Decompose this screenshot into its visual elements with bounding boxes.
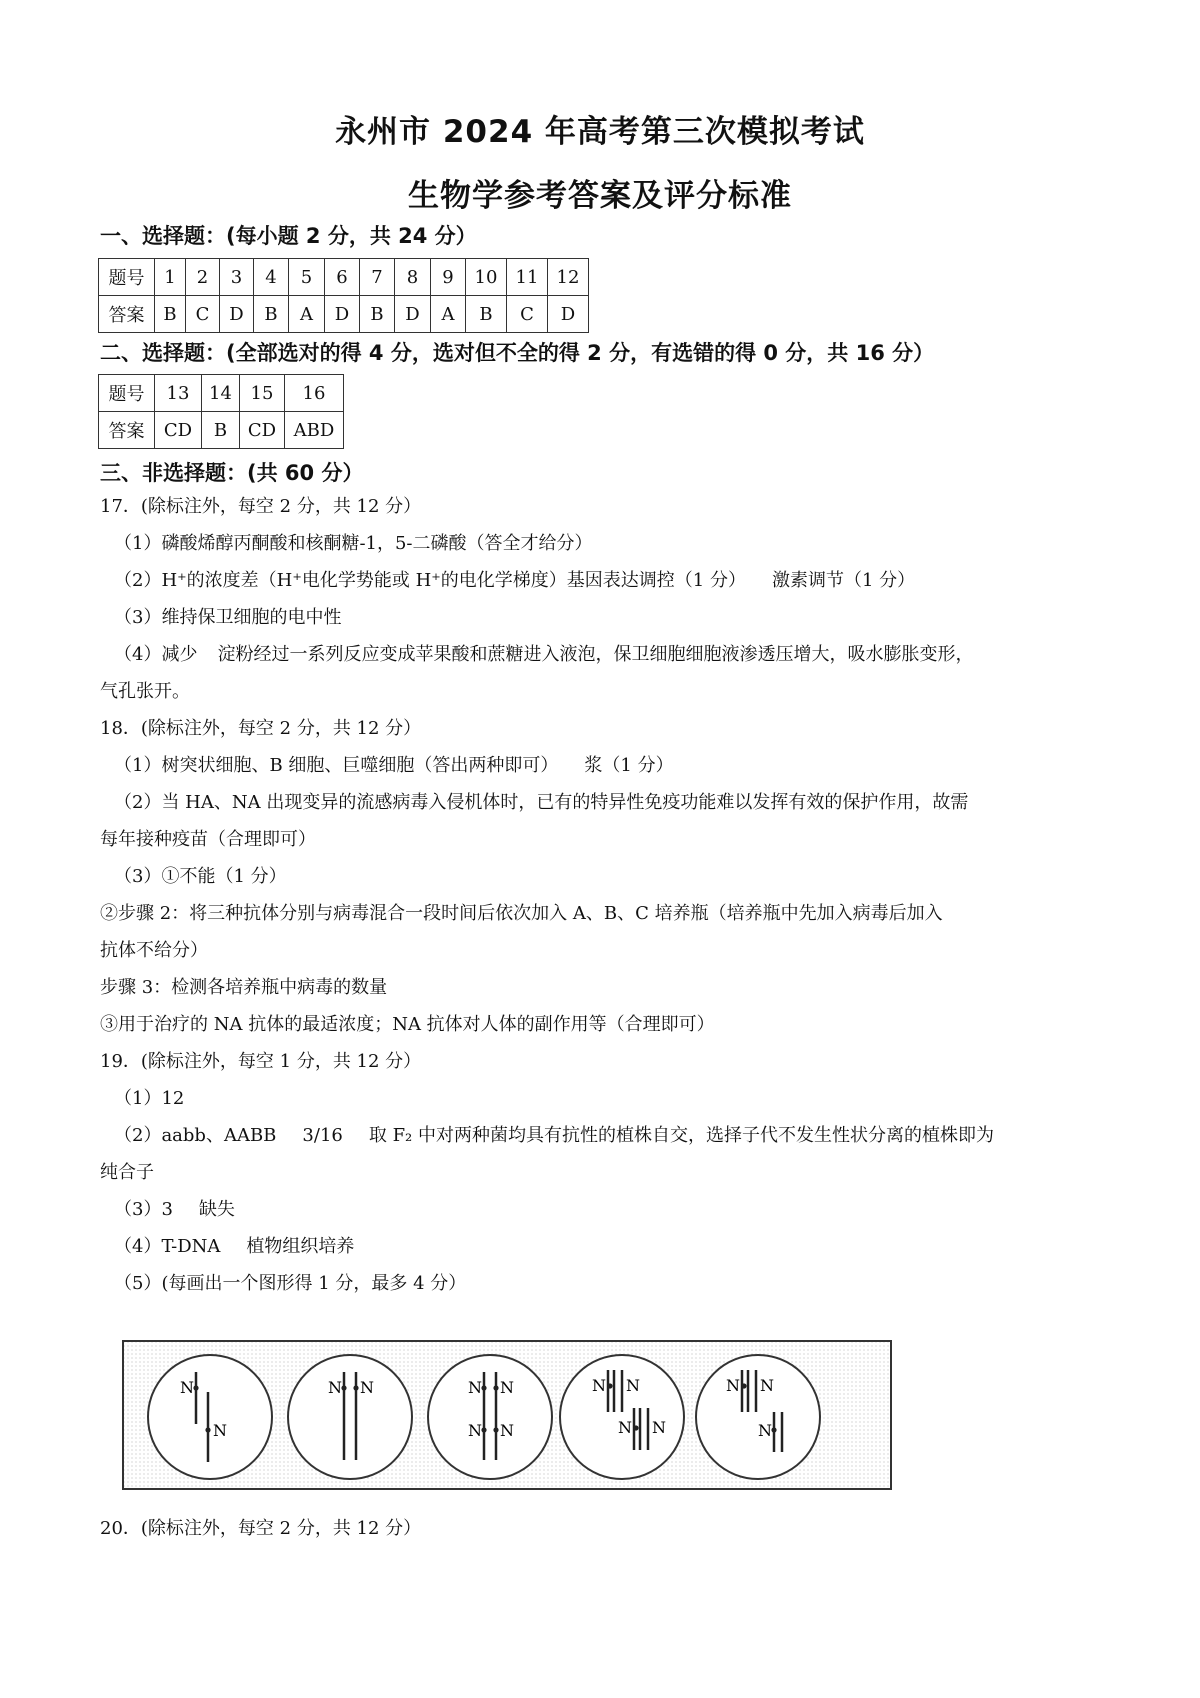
centromere [481,1427,486,1432]
table-cell: 6 [325,259,360,296]
table-cell: 15 [240,375,285,412]
centromere [341,1385,346,1390]
row-label-number: 题号 [99,375,155,412]
q18-answer-2: （2）当 HA、NA 出现变异的流感病毒入侵机体时，已有的特异性免疫功能难以发挥有效的保护作用，故需 [114,792,969,813]
table-row-answers [99,296,589,333]
table-cell: 16 [285,375,344,412]
q17-answer-4 [114,642,973,668]
q19-answer-5: （5）(每画出一个图形得 1 分，最多 4 分） [114,1273,467,1294]
cell-1 [148,1355,272,1479]
table-cell: D [220,296,254,333]
q19-answer-2-method: 取 F₂ 中对两种菌均具有抗性的植株自交，选择子代不发生性状分离的植株即为 [368,1125,994,1146]
gene-label-n: N [468,1378,482,1397]
gene-label-n: N [760,1376,774,1395]
table-cell: 5 [289,259,325,296]
q19-answer-2-ratio: 3/16 [302,1125,343,1146]
page-title: 永州市 2024 年高考第三次模拟考试 [335,114,865,150]
table-cell: B [202,412,240,449]
table-cell: 13 [155,375,202,412]
cell-membrane [148,1355,272,1479]
table-cell: 8 [395,259,431,296]
cell-membrane [428,1355,552,1479]
centromere [741,1383,746,1388]
q17-answer-4-extra: 淀粉经过一系列反应变成苹果酸和蔗糖进入液泡，保卫细胞细胞液渗透压增大，吸水膨胀变形， [217,644,974,665]
q17-answer-3: （3）维持保卫细胞的电中性 [114,607,342,628]
centromere [481,1385,486,1390]
q18-answer-1 [114,753,674,779]
q18-answer-3: （3）①不能（1 分） [114,866,287,887]
centromere [771,1427,776,1432]
q17-answer-2-extra: 激素调节（1 分） [771,570,916,591]
table-cell: 7 [360,259,395,296]
table-cell: B [254,296,289,333]
table-cell: D [325,296,360,333]
q18-answer-1-extra: 浆（1 分） [584,755,674,776]
row-label-answer: 答案 [99,296,155,333]
gene-label-n: N [758,1421,772,1440]
q17-answer-2 [114,568,915,594]
answer-table-1 [98,258,589,333]
page-subtitle: 生物学参考答案及评分标准 [408,178,792,214]
table-cell: D [395,296,431,333]
q19-answer-2-text: （2）aabb、AABB [114,1125,277,1146]
gene-label-n: N [626,1376,640,1395]
table-row-numbers [99,375,344,412]
q19-answer-2-cont: 纯合子 [100,1162,154,1183]
q19-answer-2 [114,1123,994,1149]
table-cell: 4 [254,259,289,296]
q18-answer-3-step3: 步骤 3：检测各培养瓶中病毒的数量 [100,977,388,998]
q20-heading: 20．(除标注外，每空 2 分，共 12 分） [100,1518,422,1539]
gene-label-n: N [468,1421,482,1440]
centromere [493,1427,498,1432]
answer-table-2 [98,374,344,449]
cell-4 [560,1355,684,1479]
q18-answer-3-step2-cont: 抗体不给分） [100,940,208,961]
q19-answer-4 [114,1234,354,1260]
q18-answer-3-part3: ③用于治疗的 NA 抗体的最适浓度；NA 抗体对人体的副作用等（合理即可） [100,1014,715,1035]
q19-answer-1: （1）12 [114,1088,185,1109]
section3-heading: 三、非选择题：(共 60 分） [100,461,364,485]
cell-2 [288,1355,412,1479]
section2-heading: 二、选择题：(全部选对的得 4 分，选对但不全的得 2 分，有选错的得 0 分，共 16 分） [100,341,935,365]
cell-membrane [288,1355,412,1479]
table-cell: 9 [431,259,466,296]
gene-label-n: N [213,1421,227,1440]
q19-answer-3 [114,1197,235,1223]
table-row-numbers [99,259,589,296]
q19-heading: 19．(除标注外，每空 1 分，共 12 分） [100,1051,422,1072]
table-cell: 11 [507,259,548,296]
table-cell: ABD [285,412,344,449]
gene-label-n: N [592,1376,606,1395]
gene-label-n: N [360,1378,374,1397]
centromere [193,1385,198,1390]
centromere [607,1383,612,1388]
table-cell: 12 [548,259,589,296]
q17-answer-1: （1）磷酸烯醇丙酮酸和核酮糖-1，5-二磷酸（答全才给分） [114,533,593,554]
gene-label-n: N [618,1418,632,1437]
q18-answer-3-step2: ②步骤 2：将三种抗体分别与病毒混合一段时间后依次加入 A、B、C 培养瓶（培养瓶中先加入病毒后加入 [100,903,943,924]
q19-answer-4-extra: 植物组织培养 [246,1236,355,1257]
q19-answer-4-text: （4）T-DNA [114,1236,221,1257]
table-row-answers [99,412,344,449]
row-label-answer: 答案 [99,412,155,449]
table-cell: B [155,296,186,333]
table-cell: 3 [220,259,254,296]
centromere [205,1427,210,1432]
q18-heading: 18．(除标注外，每空 2 分，共 12 分） [100,718,422,739]
cell-3 [428,1355,552,1479]
q17-heading: 17．(除标注外，每空 2 分，共 12 分） [100,496,422,517]
centromere [633,1425,638,1430]
centromere [353,1385,358,1390]
table-cell: 10 [466,259,507,296]
table-cell: 1 [155,259,186,296]
gene-label-n: N [328,1378,342,1397]
q17-answer-4-cont: 气孔张开。 [100,681,190,702]
chromosome-diagram [122,1340,892,1490]
centromere [493,1385,498,1390]
cell-membrane [696,1355,820,1479]
gene-label-n: N [180,1378,194,1397]
gene-label-n: N [652,1418,666,1437]
q18-answer-2-cont: 每年接种疫苗（合理即可） [100,829,316,850]
table-cell: C [186,296,220,333]
table-cell: 2 [186,259,220,296]
table-cell: D [548,296,589,333]
table-cell: CD [155,412,202,449]
table-cell: B [466,296,507,333]
table-cell: 14 [202,375,240,412]
q19-answer-3-text: （3）3 [114,1199,173,1220]
gene-label-n: N [500,1421,514,1440]
table-cell: B [360,296,395,333]
q18-answer-1-text: （1）树突状细胞、B 细胞、巨噬细胞（答出两种即可） [114,755,559,776]
row-label-number: 题号 [99,259,155,296]
q19-answer-3-extra: 缺失 [198,1199,235,1220]
table-cell: A [289,296,325,333]
cell-5 [696,1355,820,1479]
section1-heading: 一、选择题：(每小题 2 分，共 24 分） [100,224,477,248]
table-cell: C [507,296,548,333]
table-cell: CD [240,412,285,449]
q17-answer-2-text: （2）H⁺的浓度差（H⁺电化学势能或 H⁺的电化学梯度）基因表达调控（1 分） [114,570,746,591]
gene-label-n: N [726,1376,740,1395]
gene-label-n: N [500,1378,514,1397]
q17-answer-4-text: （4）减少 [114,644,198,665]
table-cell: A [431,296,466,333]
